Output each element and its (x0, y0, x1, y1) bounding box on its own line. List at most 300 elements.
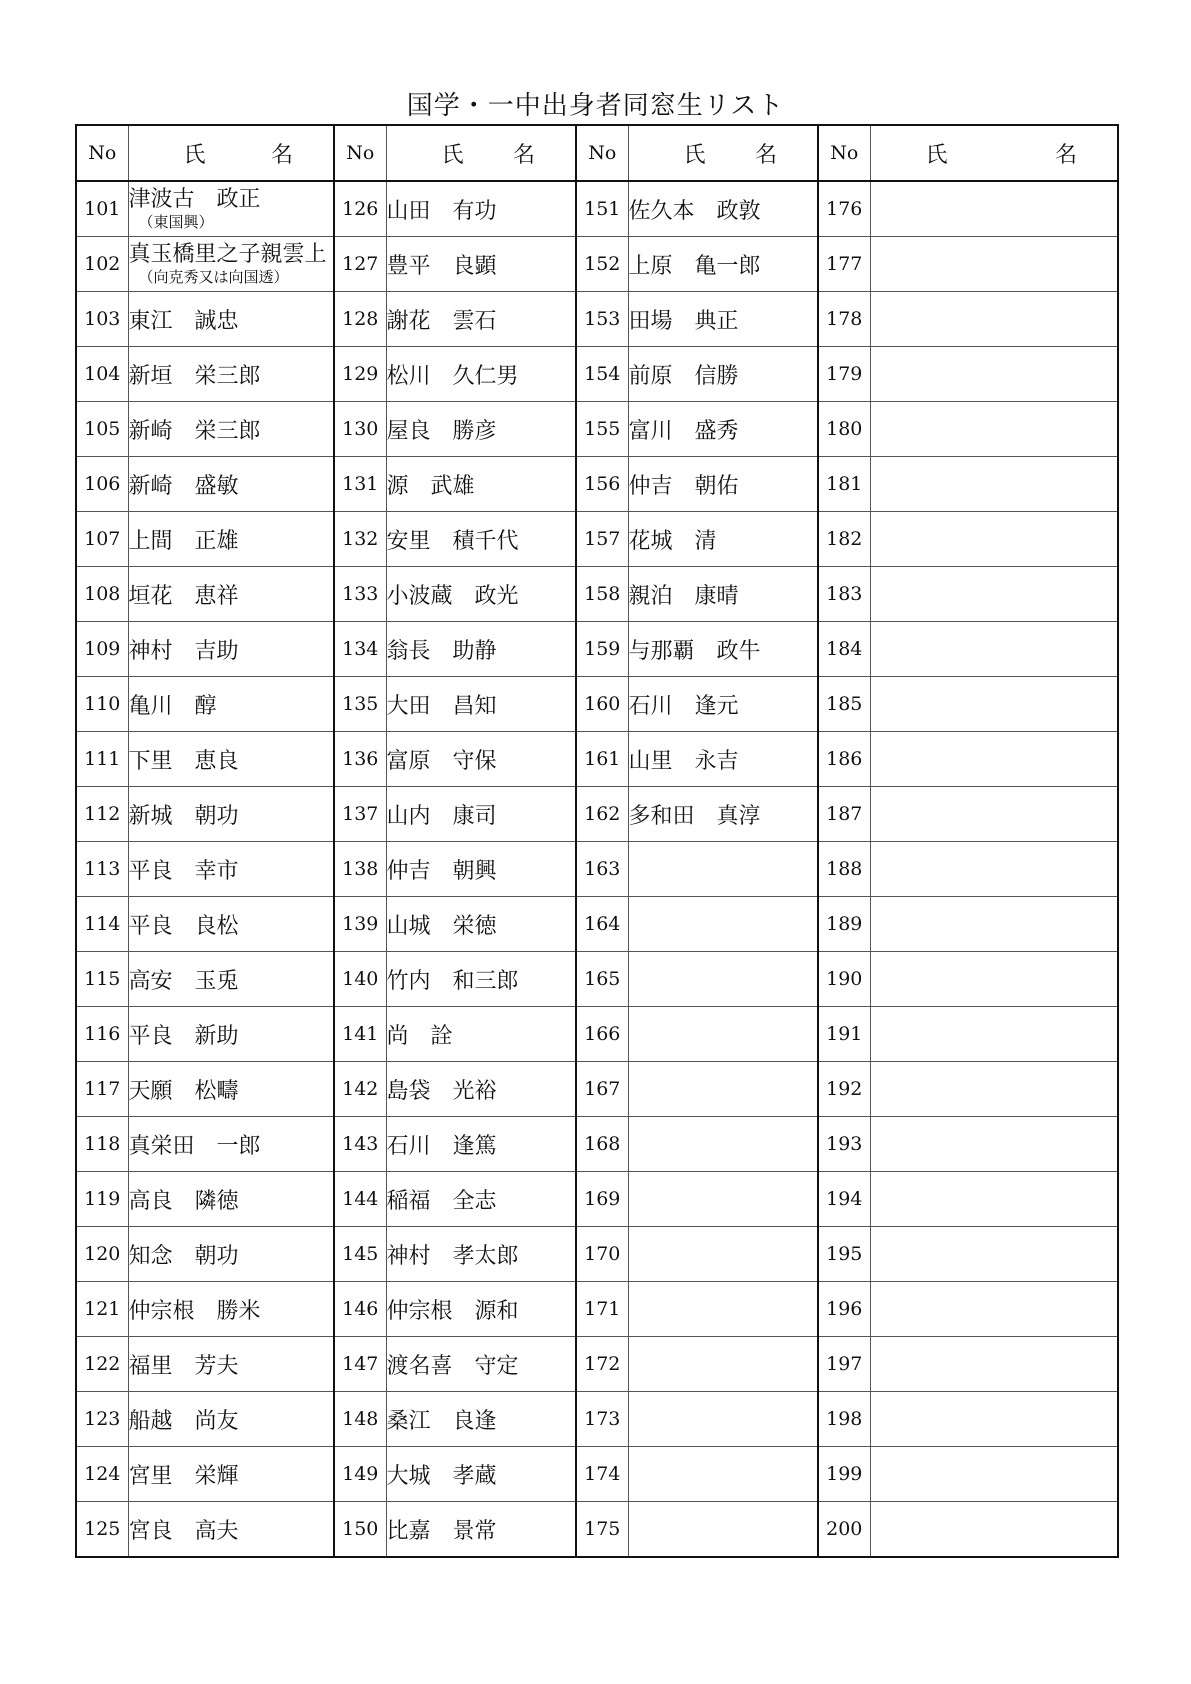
entry-number: 118 (76, 1117, 128, 1172)
entry-name: 神村 吉助 (128, 638, 239, 664)
table-row (76, 457, 1118, 512)
entry-number: 186 (818, 732, 870, 787)
header-name-label (870, 125, 1118, 181)
entry-name-cell (128, 292, 334, 347)
header-name-char-2: 名 (1054, 142, 1077, 168)
entry-name-cell (386, 952, 576, 1007)
entry-number: 180 (818, 402, 870, 457)
entry-name-cell (870, 897, 1118, 952)
entry-name-cell (128, 237, 334, 292)
entry-name: 下里 恵良 (128, 748, 239, 774)
entry-name-cell (386, 842, 576, 897)
entry-number: 149 (334, 1447, 386, 1502)
entry-name-cell (870, 1392, 1118, 1447)
entry-name: 船越 尚友 (128, 1408, 239, 1434)
entry-name-cell (870, 292, 1118, 347)
header-no-label: No (576, 125, 628, 181)
entry-name-cell (870, 1007, 1118, 1062)
entry-name-cell (870, 732, 1118, 787)
roster-table (75, 124, 1119, 1558)
entry-number: 156 (576, 457, 628, 512)
entry-name-cell (628, 292, 818, 347)
entry-name: 平良 新助 (128, 1023, 239, 1049)
header-name-char-2: 名 (270, 142, 293, 168)
entry-number: 167 (576, 1062, 628, 1117)
entry-number: 155 (576, 402, 628, 457)
table-row (76, 622, 1118, 677)
entry-name-cell (870, 952, 1118, 1007)
entry-name-cell (386, 1282, 576, 1337)
entry-name-cell (386, 1447, 576, 1502)
entry-number: 192 (818, 1062, 870, 1117)
entry-name-cell (128, 1117, 334, 1172)
entry-name-cell (128, 1392, 334, 1447)
entry-name: 島袋 光裕 (386, 1078, 497, 1104)
entry-name-cell (386, 1117, 576, 1172)
entry-name: 平良 良松 (128, 913, 239, 939)
entry-name-cell (870, 1447, 1118, 1502)
entry-number: 141 (334, 1007, 386, 1062)
entry-number: 117 (76, 1062, 128, 1117)
entry-number: 198 (818, 1392, 870, 1447)
entry-name-cell (386, 512, 576, 567)
entry-number: 191 (818, 1007, 870, 1062)
entry-number: 119 (76, 1172, 128, 1227)
header-no-label: No (818, 125, 870, 181)
entry-name-cell (628, 1227, 818, 1282)
entry-number: 177 (818, 237, 870, 292)
entry-name-cell (628, 1392, 818, 1447)
table-row (76, 842, 1118, 897)
entry-name-cell (870, 457, 1118, 512)
entry-number: 195 (818, 1227, 870, 1282)
entry-name-cell (128, 1227, 334, 1282)
table-row (76, 1007, 1118, 1062)
entry-name-cell (386, 347, 576, 402)
entry-name-cell (128, 181, 334, 237)
entry-number: 131 (334, 457, 386, 512)
entry-name: 東江 誠忠 (128, 308, 239, 334)
entry-name: 与那覇 政牛 (628, 638, 761, 664)
entry-name: 山田 有功 (386, 198, 497, 224)
entry-number: 107 (76, 512, 128, 567)
entry-name: 亀川 醇 (128, 693, 217, 719)
header-name-char-1: 氏 (925, 142, 948, 168)
entry-name-cell (128, 1337, 334, 1392)
entry-number: 125 (76, 1502, 128, 1558)
header-name-label (386, 125, 576, 181)
entry-number: 164 (576, 897, 628, 952)
table-row (76, 1447, 1118, 1502)
entry-number: 179 (818, 347, 870, 402)
header-name-char-1: 氏 (441, 142, 464, 168)
entry-name: 新崎 盛敏 (128, 473, 239, 499)
entry-name-cell (870, 787, 1118, 842)
entry-number: 168 (576, 1117, 628, 1172)
entry-name-cell (870, 1502, 1118, 1558)
entry-number: 103 (76, 292, 128, 347)
entry-name-cell (870, 567, 1118, 622)
page-title: 国学・一中出身者同窓生リスト (406, 91, 785, 121)
entry-name-cell (870, 402, 1118, 457)
table-row (76, 237, 1118, 292)
entry-name-cell (128, 402, 334, 457)
header-name-char-2: 名 (512, 142, 535, 168)
entry-name-cell (128, 1447, 334, 1502)
entry-name: 花城 清 (628, 528, 717, 554)
entry-name-cell (386, 292, 576, 347)
entry-name-cell (870, 1337, 1118, 1392)
entry-number: 175 (576, 1502, 628, 1558)
entry-number: 183 (818, 567, 870, 622)
entry-number: 189 (818, 897, 870, 952)
entry-name: 大田 昌知 (386, 693, 497, 719)
entry-number: 176 (818, 181, 870, 237)
entry-number: 184 (818, 622, 870, 677)
table-row (76, 181, 1118, 237)
table-row (76, 402, 1118, 457)
entry-number: 139 (334, 897, 386, 952)
entry-number: 126 (334, 181, 386, 237)
entry-name-cell (128, 1062, 334, 1117)
entry-name-cell (386, 1392, 576, 1447)
entry-number: 165 (576, 952, 628, 1007)
header-row (76, 125, 1118, 181)
table-row (76, 787, 1118, 842)
entry-number: 174 (576, 1447, 628, 1502)
table-row (76, 1117, 1118, 1172)
entry-name-cell (128, 1172, 334, 1227)
entry-name-cell (128, 952, 334, 1007)
entry-name-cell (128, 1502, 334, 1558)
entry-name-cell (628, 512, 818, 567)
entry-number: 106 (76, 457, 128, 512)
entry-name-cell (128, 457, 334, 512)
entry-number: 187 (818, 787, 870, 842)
entry-number: 127 (334, 237, 386, 292)
table-row (76, 1502, 1118, 1558)
entry-number: 154 (576, 347, 628, 402)
entry-number: 130 (334, 402, 386, 457)
entry-name: 福里 芳夫 (128, 1353, 239, 1379)
entry-number: 199 (818, 1447, 870, 1502)
header-name-char-1: 氏 (683, 142, 706, 168)
entry-name-cell (870, 1117, 1118, 1172)
table-row (76, 1062, 1118, 1117)
entry-name: 神村 孝太郎 (386, 1243, 519, 1269)
entry-number: 144 (334, 1172, 386, 1227)
entry-name: 石川 逢元 (628, 693, 739, 719)
entry-number: 128 (334, 292, 386, 347)
entry-number: 121 (76, 1282, 128, 1337)
entry-name-cell (870, 181, 1118, 237)
table-row (76, 1282, 1118, 1337)
entry-name-cell (870, 347, 1118, 402)
entry-name-cell (386, 1062, 576, 1117)
entry-name-cell (870, 1172, 1118, 1227)
entry-name-cell (128, 512, 334, 567)
entry-name-cell (386, 677, 576, 732)
entry-name-cell (870, 622, 1118, 677)
entry-number: 101 (76, 181, 128, 237)
entry-number: 105 (76, 402, 128, 457)
entry-number: 178 (818, 292, 870, 347)
entry-number: 143 (334, 1117, 386, 1172)
entry-number: 161 (576, 732, 628, 787)
entry-number: 114 (76, 897, 128, 952)
entry-name: 小波蔵 政光 (386, 583, 519, 609)
entry-name: 豊平 良顕 (386, 253, 497, 279)
entry-number: 193 (818, 1117, 870, 1172)
entry-name: 山城 栄徳 (386, 913, 497, 939)
table-row (76, 952, 1118, 1007)
entry-number: 108 (76, 567, 128, 622)
entry-number: 158 (576, 567, 628, 622)
entry-number: 197 (818, 1337, 870, 1392)
entry-number: 113 (76, 842, 128, 897)
entry-number: 137 (334, 787, 386, 842)
entry-name-cell (628, 1172, 818, 1227)
header-no-label: No (334, 125, 386, 181)
entry-name: 津波古 政正 (128, 187, 261, 212)
entry-number: 116 (76, 1007, 128, 1062)
header-name-label (628, 125, 818, 181)
entry-number: 181 (818, 457, 870, 512)
table-row (76, 512, 1118, 567)
entry-name-cell (128, 622, 334, 677)
entry-name: 竹内 和三郎 (386, 968, 519, 994)
entry-name: 屋良 勝彦 (386, 418, 497, 444)
table-row (76, 677, 1118, 732)
entry-number: 171 (576, 1282, 628, 1337)
entry-number: 133 (334, 567, 386, 622)
entry-name: 知念 朝功 (128, 1243, 239, 1269)
entry-number: 115 (76, 952, 128, 1007)
entry-name-cell (128, 1282, 334, 1337)
entry-name-cell (628, 732, 818, 787)
entry-number: 148 (334, 1392, 386, 1447)
entry-number: 152 (576, 237, 628, 292)
entry-name: 高良 隣徳 (128, 1188, 239, 1214)
entry-name-cell (628, 622, 818, 677)
entry-name-cell (128, 567, 334, 622)
entry-name: 尚 詮 (386, 1023, 453, 1049)
entry-name-cell (386, 1337, 576, 1392)
entry-number: 196 (818, 1282, 870, 1337)
entry-name: 謝花 雲石 (386, 308, 497, 334)
entry-name: 上原 亀一郎 (628, 253, 761, 279)
entry-name-cell (628, 787, 818, 842)
entry-name-note: （向克秀又は向国透） (138, 268, 289, 286)
entry-number: 162 (576, 787, 628, 842)
entry-number: 146 (334, 1282, 386, 1337)
entry-name: 真玉橋里之子親雲上 (128, 242, 327, 267)
entry-number: 194 (818, 1172, 870, 1227)
entry-number: 109 (76, 622, 128, 677)
entry-number: 129 (334, 347, 386, 402)
entry-name-cell (628, 677, 818, 732)
header-name-char-1: 氏 (183, 142, 206, 168)
entry-name-cell (128, 1007, 334, 1062)
entry-number: 138 (334, 842, 386, 897)
entry-number: 122 (76, 1337, 128, 1392)
entry-number: 188 (818, 842, 870, 897)
entry-name-cell (128, 787, 334, 842)
entry-number: 112 (76, 787, 128, 842)
entry-number: 104 (76, 347, 128, 402)
entry-name: 前原 信勝 (628, 363, 739, 389)
entry-name: 富原 守保 (386, 748, 497, 774)
table-row (76, 732, 1118, 787)
entry-name: 垣花 恵祥 (128, 583, 239, 609)
table-row (76, 347, 1118, 402)
entry-number: 173 (576, 1392, 628, 1447)
entry-number: 163 (576, 842, 628, 897)
header-name-char-2: 名 (754, 142, 777, 168)
entry-name: 新崎 栄三郎 (128, 418, 261, 444)
entry-name-cell (386, 567, 576, 622)
entry-name-cell (870, 842, 1118, 897)
entry-number: 200 (818, 1502, 870, 1558)
entry-name-cell (386, 181, 576, 237)
entry-name-cell (870, 237, 1118, 292)
entry-name-cell (386, 1502, 576, 1558)
entry-name: 佐久本 政敦 (628, 198, 761, 224)
entry-name-cell (870, 1282, 1118, 1337)
entry-name: 真栄田 一郎 (128, 1133, 261, 1159)
entry-number: 157 (576, 512, 628, 567)
entry-name: 富川 盛秀 (628, 418, 739, 444)
table-row (76, 567, 1118, 622)
header-name-label (128, 125, 334, 181)
entry-name-cell (386, 1007, 576, 1062)
entry-number: 170 (576, 1227, 628, 1282)
entry-number: 123 (76, 1392, 128, 1447)
entry-number: 160 (576, 677, 628, 732)
table-row (76, 1172, 1118, 1227)
entry-number: 110 (76, 677, 128, 732)
entry-name-cell (628, 1117, 818, 1172)
entry-name-cell (628, 952, 818, 1007)
entry-name-cell (628, 897, 818, 952)
entry-number: 102 (76, 237, 128, 292)
entry-number: 120 (76, 1227, 128, 1282)
entry-name-cell (628, 1502, 818, 1558)
table-row (76, 1337, 1118, 1392)
entry-name: 仲宗根 源和 (386, 1298, 519, 1324)
entry-name-cell (870, 512, 1118, 567)
entry-number: 124 (76, 1447, 128, 1502)
entry-name-cell (628, 842, 818, 897)
entry-name-note: （東国興） (138, 213, 214, 231)
entry-name: 稲福 全志 (386, 1188, 497, 1214)
entry-name: 桑江 良逢 (386, 1408, 497, 1434)
entry-number: 166 (576, 1007, 628, 1062)
entry-name-cell (386, 1227, 576, 1282)
table-row (76, 1227, 1118, 1282)
entry-name-cell (128, 842, 334, 897)
table-row (76, 292, 1118, 347)
entry-number: 150 (334, 1502, 386, 1558)
entry-name-cell (386, 622, 576, 677)
entry-number: 159 (576, 622, 628, 677)
entry-name-cell (128, 347, 334, 402)
entry-number: 147 (334, 1337, 386, 1392)
entry-name: 新垣 栄三郎 (128, 363, 261, 389)
entry-name: 上間 正雄 (128, 528, 239, 554)
entry-name-cell (386, 402, 576, 457)
entry-name-cell (128, 897, 334, 952)
entry-name: 山里 永吉 (628, 748, 739, 774)
entry-name-cell (870, 1062, 1118, 1117)
entry-name-cell (628, 181, 818, 237)
entry-name: 新城 朝功 (128, 803, 239, 829)
entry-name-cell (386, 897, 576, 952)
entry-name: 仲吉 朝佑 (628, 473, 739, 499)
entry-name: 多和田 真淳 (628, 803, 761, 829)
entry-name: 高安 玉兎 (128, 968, 239, 994)
entry-name: 仲吉 朝興 (386, 858, 497, 884)
entry-number: 111 (76, 732, 128, 787)
entry-name-cell (386, 1172, 576, 1227)
entry-name-cell (628, 237, 818, 292)
entry-number: 182 (818, 512, 870, 567)
entry-number: 153 (576, 292, 628, 347)
header-no-label: No (76, 125, 128, 181)
entry-number: 132 (334, 512, 386, 567)
entry-name: 松川 久仁男 (386, 363, 519, 389)
entry-name-cell (386, 457, 576, 512)
entry-number: 172 (576, 1337, 628, 1392)
entry-number: 169 (576, 1172, 628, 1227)
entry-name-cell (628, 1337, 818, 1392)
entry-name-cell (628, 347, 818, 402)
entry-name-cell (628, 457, 818, 512)
entry-name-cell (128, 677, 334, 732)
entry-name: 渡名喜 守定 (386, 1353, 519, 1379)
entry-name: 田場 典正 (628, 308, 739, 334)
entry-name: 宮里 栄輝 (128, 1463, 239, 1489)
entry-name: 平良 幸市 (128, 858, 239, 884)
entry-name: 安里 積千代 (386, 528, 519, 554)
entry-name-cell (628, 567, 818, 622)
entry-number: 140 (334, 952, 386, 1007)
entry-name: 山内 康司 (386, 803, 497, 829)
entry-name: 石川 逢篤 (386, 1133, 497, 1159)
entry-name: 仲宗根 勝米 (128, 1298, 261, 1324)
entry-name-cell (628, 1007, 818, 1062)
entry-name-cell (128, 732, 334, 787)
roster-body (76, 181, 1118, 1557)
entry-name: 翁長 助静 (386, 638, 497, 664)
entry-number: 145 (334, 1227, 386, 1282)
entry-name: 比嘉 景常 (386, 1518, 497, 1544)
entry-name-cell (386, 787, 576, 842)
entry-number: 151 (576, 181, 628, 237)
entry-name-cell (628, 402, 818, 457)
table-row (76, 897, 1118, 952)
entry-name: 大城 孝蔵 (386, 1463, 497, 1489)
entry-name-cell (628, 1062, 818, 1117)
entry-number: 134 (334, 622, 386, 677)
entry-name: 宮良 高夫 (128, 1518, 239, 1544)
entry-number: 135 (334, 677, 386, 732)
entry-name-cell (386, 732, 576, 787)
entry-name-cell (386, 237, 576, 292)
entry-name: 親泊 康晴 (628, 583, 739, 609)
entry-name: 天願 松疇 (128, 1078, 239, 1104)
entry-number: 185 (818, 677, 870, 732)
